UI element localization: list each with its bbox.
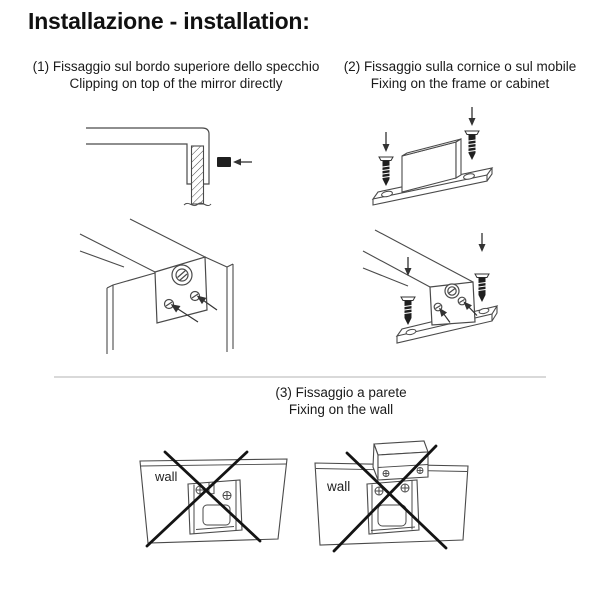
wall-label: wall [155,469,178,484]
cross-screw-icon [223,492,231,500]
step1-caption-english: Clipping on top of the mirror directly [69,76,283,91]
cross-screw-icon [401,484,409,492]
wall-bracket [188,480,242,534]
down-arrow-icon [383,132,390,152]
figure-wall-mount-crossed-2 [300,425,500,560]
left-arrow-icon [233,159,252,166]
cross-screw-icon [383,471,389,477]
screw-icon [475,274,489,302]
section-divider [54,376,546,378]
mirror-glass-section [192,146,204,204]
page-title: Installazione - installation: [28,8,310,34]
step3-caption-italian: (3) Fissaggio a parete [275,385,407,400]
figure-bracket-and-screws [350,100,530,220]
step3-caption-english: Fixing on the wall [288,402,394,417]
set-screw-icon [165,300,174,309]
clip-block [402,139,461,192]
figure-clip-on-bracket-3d [345,225,545,365]
screw-icon [379,157,393,186]
rubber-pad-icon [217,157,231,167]
wall-label: wall [327,479,351,494]
step2-caption-english: Fixing on the frame or cabinet [370,76,550,91]
down-arrow-icon [405,257,412,276]
cross-screw-icon [417,468,423,474]
figure-clip-on-mirror-3d [60,215,280,360]
figure-clip-cross-section [60,105,260,225]
figure-wall-mount-crossed-1 [105,435,295,555]
down-arrow-icon [479,233,486,252]
screw-icon [465,131,479,160]
step3-caption [191,384,491,418]
clip-plate [430,282,475,325]
threaded-hole-icon [172,265,192,285]
step2-caption-italian: (2) Fissaggio sulla cornice o sul mobile [343,59,577,74]
threaded-hole-icon [445,284,459,298]
clip-plate [155,257,207,323]
step1-caption-italian: (1) Fissaggio sul bordo superiore dello specchio [32,59,320,74]
clip-profile-outline [86,128,209,184]
step2-caption [340,58,580,92]
lamp-bar-outline [363,230,473,287]
screw-icon [401,297,415,325]
down-arrow-icon [469,107,476,126]
lamp-bar-block [373,441,428,480]
step1-caption [26,58,326,92]
